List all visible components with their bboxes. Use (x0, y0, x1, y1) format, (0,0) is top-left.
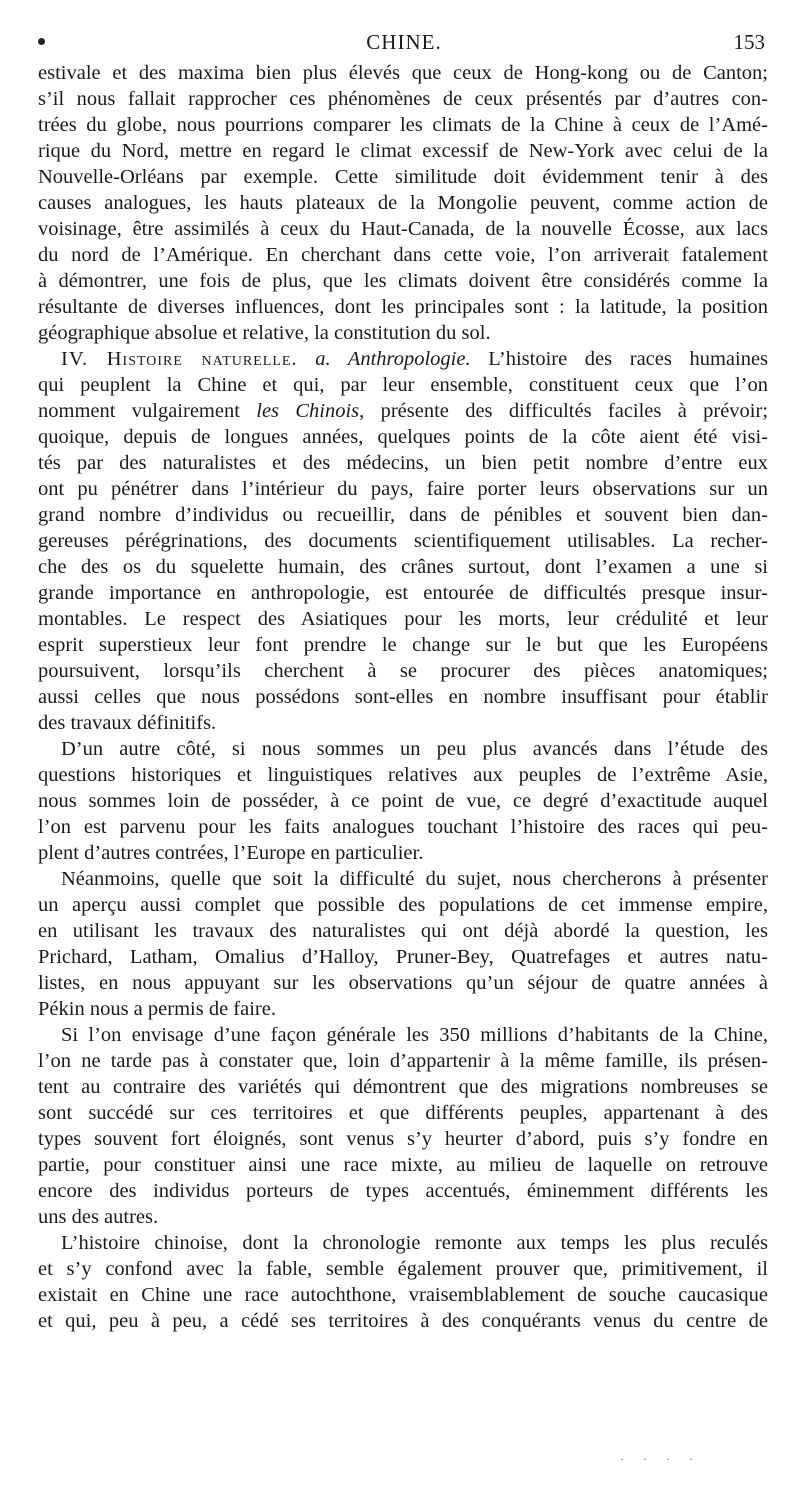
line-text: L’histoire chinoise, dont la chronologie remonte aux temps les plus reculés (61, 1232, 768, 1254)
text-line (38, 554, 768, 580)
text-line (38, 1204, 768, 1230)
body-text (38, 60, 768, 1334)
line-text: Pékin nous a permis de faire. (38, 998, 276, 1020)
line-text: D’un autre côté, si nous sommes un peu plus avancés dans l’étude des (61, 738, 768, 760)
line-text: quoique, depuis de longues années, quelques points de la côte aient été visi- (38, 426, 768, 448)
text-line (38, 996, 768, 1022)
text-line (38, 216, 768, 242)
text-line (38, 1100, 768, 1126)
line-text: tent au contraire des variétés qui démontrent que des migrations nombreuses se (38, 1076, 768, 1098)
line-text-continued: , présente des difficultés faciles à prévoir; (359, 400, 768, 422)
italic-term: les Chinois (256, 400, 360, 422)
text-line (38, 814, 768, 840)
line-text: plent d’autres contrées, l’Europe en particulier. (38, 842, 424, 864)
line-text: trées du globe, nous pourrions comparer les climats de la Chine à ceux de l’Amé- (38, 114, 768, 136)
line-text: nomment vulgairement (38, 400, 240, 422)
text-line (38, 268, 768, 294)
line-text: Si l’on envisage d’une façon générale les 350 millions d’habitants de la Chine, (61, 1024, 768, 1046)
text-line (38, 1126, 768, 1152)
text-line (38, 242, 768, 268)
line-text: s’il nous fallait rapprocher ces phénomènes de ceux présentés par d’autres con- (38, 88, 768, 110)
line-text: des travaux définitifs. (38, 712, 217, 734)
line-text: nous sommes loin de posséder, à ce point de vue, ce degré d’exactitude auquel (38, 790, 768, 812)
text-line (38, 60, 768, 86)
line-text: à démontrer, une fois de plus, que les climats doivent être considérés comme la (38, 270, 768, 292)
text-line (38, 476, 768, 502)
line-text: partie, pour constituer ainsi une race mixte, au milieu de laquelle on retrouve (38, 1154, 768, 1176)
text-line (38, 1256, 768, 1282)
line-text: qui peuplent la Chine et qui, par leur ensemble, constituent ceux que l’on (38, 374, 768, 396)
text-line (38, 1282, 768, 1308)
line-text: ont pu pénétrer dans l’intérieur du pays, faire porter leurs observations sur un (38, 478, 768, 500)
line-text: existait en Chine une race autochthone, vraisemblablement de souche caucasique (38, 1284, 768, 1306)
text-line (38, 866, 768, 892)
text-line (38, 112, 768, 138)
text-line (38, 1074, 768, 1100)
text-line (38, 892, 768, 918)
text-line (38, 86, 768, 112)
line-text: l’on ne tarde pas à constater que, loin d’appartenir à la même famille, ils présen- (38, 1050, 768, 1072)
line-text: sont succédé sur ces territoires et que différents peuples, appartenant à des (38, 1102, 768, 1124)
text-line (38, 164, 768, 190)
text-line (38, 1022, 768, 1048)
line-text: esprit superstieux leur font prendre le change sur le but que les Européens (38, 634, 768, 656)
page-number: 153 (733, 30, 765, 54)
line-text: en utilisant les travaux des naturalistes qui ont déjà abordé la question, les (38, 920, 768, 942)
line-text: grande importance en anthropologie, est entourée de difficultés presque insur- (38, 582, 768, 604)
line-text: montables. Le respect des Asiatiques pour les morts, leur crédulité et leur (38, 608, 768, 630)
line-text: l’on est parvenu pour les faits analogues touchant l’histoire des races qui peu- (38, 816, 768, 838)
line-text: types souvent fort éloignés, sont venus s’y heurter d’abord, puis s’y fondre en (38, 1128, 768, 1150)
text-line (38, 710, 768, 736)
running-title: CHINE. (366, 30, 442, 54)
text-line (38, 788, 768, 814)
line-text: rique du Nord, mettre en regard le climat excessif de New-York avec celui de la (38, 140, 768, 162)
text-line (38, 424, 768, 450)
text-line (38, 138, 768, 164)
text-line (38, 1178, 768, 1204)
text-line (38, 632, 768, 658)
line-text: che des os du squelette humain, des crânes surtout, dont l’examen a une si (38, 556, 768, 578)
line-text: estivale et des maxima bien plus élevés que ceux de Hong-kong ou de Canton; (38, 62, 768, 84)
text-line (38, 528, 768, 554)
running-header (38, 30, 770, 56)
line-text: causes analogues, les hauts plateaux de la Mongolie peuvent, comme action de (38, 192, 768, 214)
text-line (38, 398, 768, 424)
line-text: et qui, peu à peu, a cédé ses territoires à des conquérants venus du centre de (38, 1310, 768, 1332)
text-line (38, 1152, 768, 1178)
line-text: un aperçu aussi complet que possible des populations de cet immense empire, (38, 894, 768, 916)
text-line (38, 502, 768, 528)
text-line (38, 1230, 768, 1256)
line-text: voisinage, être assimilés à ceux du Haut-Canada, de la nouvelle Écosse, aux lacs (38, 218, 768, 240)
text-line (38, 762, 768, 788)
text-line (38, 840, 768, 866)
text-line (38, 658, 768, 684)
text-line (38, 606, 768, 632)
line-text: encore des individus porteurs de types accentués, éminemment différents les (38, 1180, 768, 1202)
line-text: questions historiques et linguistiques relatives aux peuples de l’extrême Asie, (38, 764, 768, 786)
text-line (38, 736, 768, 762)
text-line (38, 372, 768, 398)
line-text: Néanmoins, quelle que soit la difficulté du sujet, nous chercherons à présenter (61, 868, 768, 890)
line-text: Prichard, Latham, Omalius d’Halloy, Pruner-Bey, Quatrefages et autres natu- (38, 946, 768, 968)
line-text: uns des autres. (38, 1206, 159, 1228)
text-line (38, 450, 768, 476)
line-text: résultante de diverses influences, dont les principales sont : la latitude, la position (38, 296, 768, 318)
line-text: Nouvelle-Orléans par exemple. Cette similitude doit évidemment tenir à des (38, 166, 768, 188)
line-text: listes, en nous appuyant sur les observations qu’un séjour de quatre années à (38, 972, 768, 994)
text-line (38, 684, 768, 710)
line-text: gereuses pérégrinations, des documents scientifiquement utilisables. La recher- (38, 530, 768, 552)
section-heading: IV. Histoire naturelle. (61, 348, 298, 370)
line-text: aussi celles que nous possédons sont-elles en nombre insuffisant pour établir (38, 686, 768, 708)
text-line (38, 580, 768, 606)
line-text: et s’y confond avec la fable, semble également prouver que, primitivement, il (38, 1258, 768, 1280)
text-line (38, 1048, 768, 1074)
text-line (38, 1308, 768, 1334)
text-line (38, 294, 768, 320)
line-text: géographique absolue et relative, la constitution du sol. (38, 322, 491, 344)
line-text: L’histoire des races humaines (488, 348, 768, 370)
text-line (38, 346, 768, 372)
text-line (38, 970, 768, 996)
text-line (38, 944, 768, 970)
line-text: du nord de l’Amérique. En cherchant dans cette voie, l’on arriverait fatalement (38, 244, 768, 266)
line-text: grand nombre d’individus ou recueillir, dans de pénibles et souvent bien dan- (38, 504, 768, 526)
text-line (38, 320, 768, 346)
line-text: poursuivent, lorsqu’ils cherchent à se procurer des pièces anatomiques; (38, 660, 768, 682)
text-line (38, 190, 768, 216)
line-text: tés par des naturalistes et des médecins, un bien petit nombre d’entre eux (38, 452, 768, 474)
printer-marks: · · · · (620, 1452, 701, 1466)
text-line (38, 918, 768, 944)
subsection-heading: a. Anthropologie. (315, 348, 471, 370)
